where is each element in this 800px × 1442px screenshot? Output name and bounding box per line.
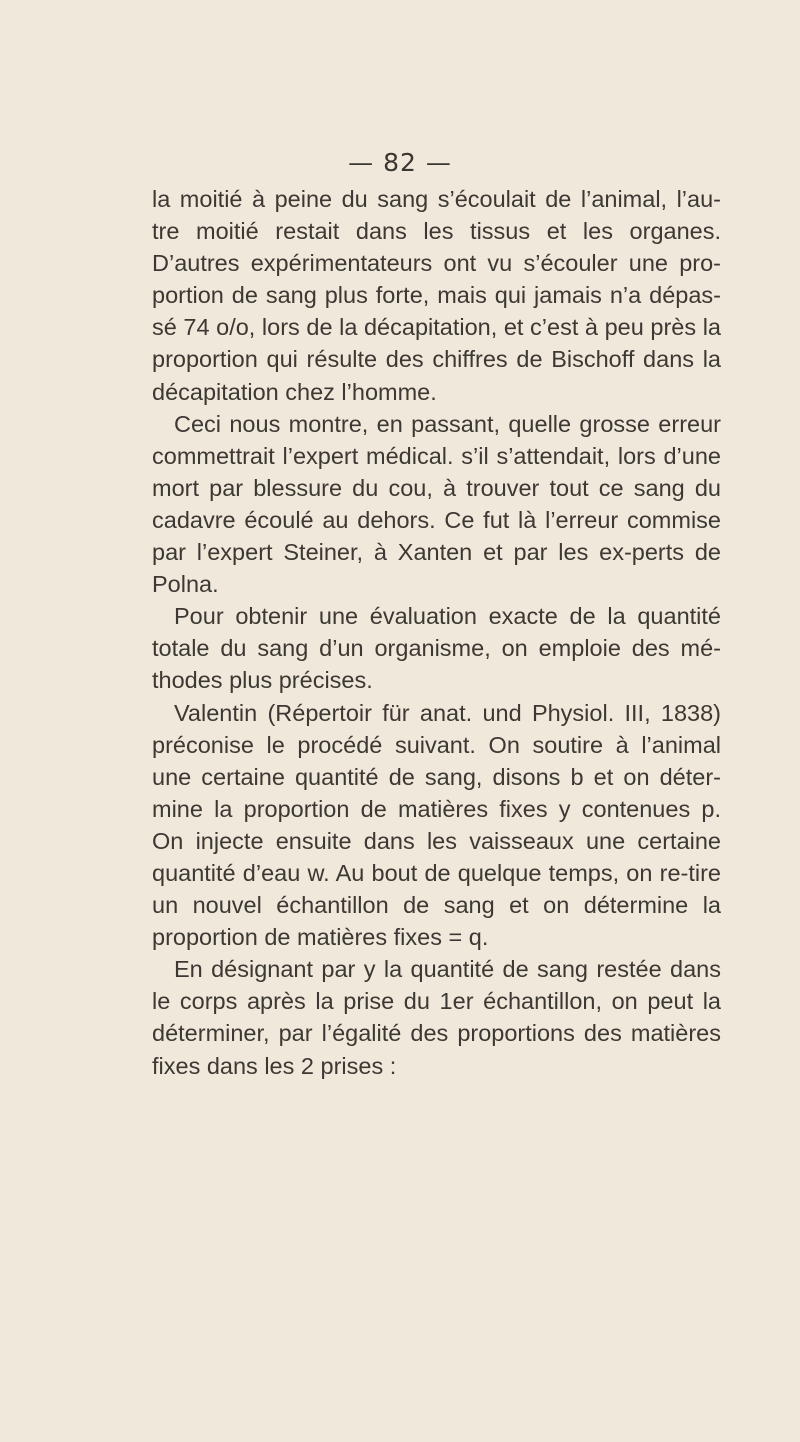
page-number: — 82 —: [348, 148, 452, 177]
paragraph-1: la moitié à peine du sang s’écoulait de l’animal, l’au-tre moitié restait dans les tissus et les organes. D’autres expérimentateurs ont vu s’écouler une pro-portion de sang plus forte, mais qui jamais n’a dépas-sé 74 o/o, lors de la décapitation, et c’est à peu près la proportion qui résulte des chiffres de Bischoff dans la décapitation chez l’homme.: [152, 186, 721, 405]
paragraph-5: En désignant par y la quantité de sang restée dans le corps après la prise du 1er échantillon, on peut la déterminer, par l’égalité des proportions des matières fixes dans les 2 prises :: [152, 956, 721, 1079]
paragraph-2: Ceci nous montre, en passant, quelle grosse erreur commettrait l’expert médical. s’il s’attendait, lors d’une mort par blessure du cou, à trouver tout ce sang du cadavre écoulé au dehors. Ce fut là l’erreur commise par l’expert Steiner, à Xanten et par les ex-perts de Polna.: [152, 410, 721, 598]
body-text: [152, 183, 721, 1082]
paragraph-4: Valentin (Répertoir für anat. und Physiol. III, 1838) préconise le procédé suivant. On soutire à l’animal une certaine quantité de sang, disons b et on déter-mine la proportion de matières fixes y contenues p. On injecte ensuite dans les vaisseaux une certaine quantité d’eau w. Au bout de quelque temps, on re-tire un nouvel échantillon de sang et on détermine la proportion de matières fixes = q.: [152, 699, 721, 951]
paragraph-3: Pour obtenir une évaluation exacte de la quantité totale du sang d’un organisme, on emploie des mé-thodes plus précises.: [152, 603, 721, 694]
